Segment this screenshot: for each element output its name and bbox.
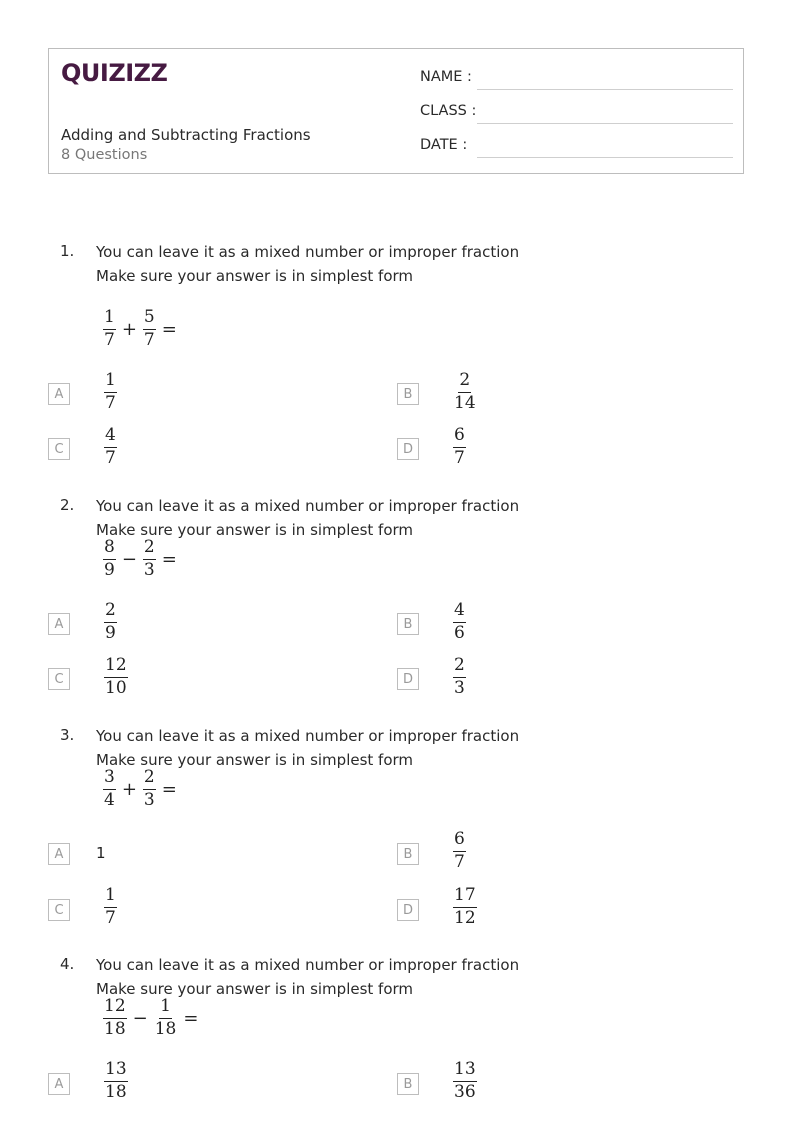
- worksheet-title: Adding and Subtracting Fractions: [61, 126, 311, 144]
- option-d-value[interactable]: $\frac{17}{12}$: [454, 885, 476, 928]
- operator: +: [121, 778, 137, 800]
- question-count: 8 Questions: [61, 147, 148, 163]
- question-text: [96, 724, 519, 772]
- fraction: $\frac{5}{7}$: [143, 307, 155, 350]
- equals-sign: =: [161, 548, 177, 570]
- question-line-1: You can leave it as a mixed number or improper fraction: [96, 956, 520, 974]
- question-number: 2.: [60, 496, 75, 514]
- option-b-box[interactable]: B: [397, 843, 419, 865]
- option-d-box[interactable]: D: [397, 899, 419, 921]
- option-c-value[interactable]: $\frac{1}{7}$: [105, 885, 116, 928]
- option-d-box[interactable]: D: [397, 668, 419, 690]
- operator: −: [132, 1007, 148, 1029]
- option-d-value[interactable]: $\frac{6}{7}$: [454, 425, 465, 468]
- option-b-value[interactable]: $\frac{13}{36}$: [454, 1059, 476, 1102]
- question-number: 4.: [60, 955, 75, 973]
- question-number: 3.: [60, 726, 75, 744]
- option-c-value[interactable]: $\frac{12}{10}$: [105, 655, 127, 698]
- question-line-2: Make sure your answer is in simplest form: [96, 521, 414, 539]
- question-expression: [103, 998, 204, 1039]
- equals-sign: =: [183, 1007, 199, 1029]
- operator: −: [121, 548, 137, 570]
- operator: +: [121, 318, 137, 340]
- fraction: $\frac{2}{3}$: [143, 537, 155, 580]
- option-a-value[interactable]: 1: [96, 844, 106, 862]
- question-expression: [103, 769, 183, 810]
- question-text: [96, 240, 519, 288]
- option-a-box[interactable]: A: [48, 613, 70, 635]
- question-line-1: You can leave it as a mixed number or improper fraction: [96, 243, 520, 261]
- question-line-2: Make sure your answer is in simplest form: [96, 980, 414, 998]
- class-line[interactable]: [477, 123, 733, 124]
- option-a-box[interactable]: A: [48, 843, 70, 865]
- question-line-1: You can leave it as a mixed number or improper fraction: [96, 497, 520, 515]
- question-line-2: Make sure your answer is in simplest form: [96, 267, 414, 285]
- option-b-value[interactable]: $\frac{2}{14}$: [454, 370, 476, 413]
- option-c-box[interactable]: C: [48, 899, 70, 921]
- name-label: NAME :: [420, 69, 472, 85]
- fraction: $\frac{1}{18}$: [154, 996, 177, 1039]
- option-b-value[interactable]: $\frac{4}{6}$: [454, 600, 465, 643]
- option-c-box[interactable]: C: [48, 668, 70, 690]
- option-b-value[interactable]: $\frac{6}{7}$: [454, 829, 465, 872]
- question-number: 1.: [60, 242, 75, 260]
- question-line-1: You can leave it as a mixed number or improper fraction: [96, 727, 520, 745]
- option-b-box[interactable]: B: [397, 613, 419, 635]
- option-a-value[interactable]: $\frac{2}{9}$: [105, 600, 116, 643]
- option-a-value[interactable]: $\frac{1}{7}$: [105, 370, 116, 413]
- option-d-value[interactable]: $\frac{2}{3}$: [454, 655, 465, 698]
- name-line[interactable]: [477, 89, 733, 90]
- option-d-box[interactable]: D: [397, 438, 419, 460]
- option-a-value[interactable]: $\frac{13}{18}$: [105, 1059, 127, 1102]
- question-text: [96, 494, 519, 542]
- fraction: $\frac{1}{7}$: [104, 307, 115, 350]
- date-label: DATE :: [420, 137, 468, 153]
- worksheet-header: [48, 48, 744, 174]
- question-line-2: Make sure your answer is in simplest form: [96, 751, 414, 769]
- option-c-value[interactable]: $\frac{4}{7}$: [105, 425, 116, 468]
- class-label: CLASS :: [420, 103, 477, 119]
- fraction: $\frac{8}{9}$: [104, 537, 115, 580]
- fraction: $\frac{12}{18}$: [104, 996, 126, 1039]
- option-b-box[interactable]: B: [397, 1073, 419, 1095]
- option-a-box[interactable]: A: [48, 383, 70, 405]
- fraction: $\frac{3}{4}$: [104, 767, 115, 810]
- question-text: [96, 953, 519, 1001]
- quizizz-logo: QUIZIZZ: [61, 59, 168, 87]
- equals-sign: =: [161, 318, 177, 340]
- question-expression: [103, 539, 183, 580]
- option-c-box[interactable]: C: [48, 438, 70, 460]
- option-a-box[interactable]: A: [48, 1073, 70, 1095]
- question-expression: [103, 309, 183, 350]
- option-b-box[interactable]: B: [397, 383, 419, 405]
- date-line[interactable]: [477, 157, 733, 158]
- equals-sign: =: [161, 778, 177, 800]
- fraction: $\frac{2}{3}$: [143, 767, 155, 810]
